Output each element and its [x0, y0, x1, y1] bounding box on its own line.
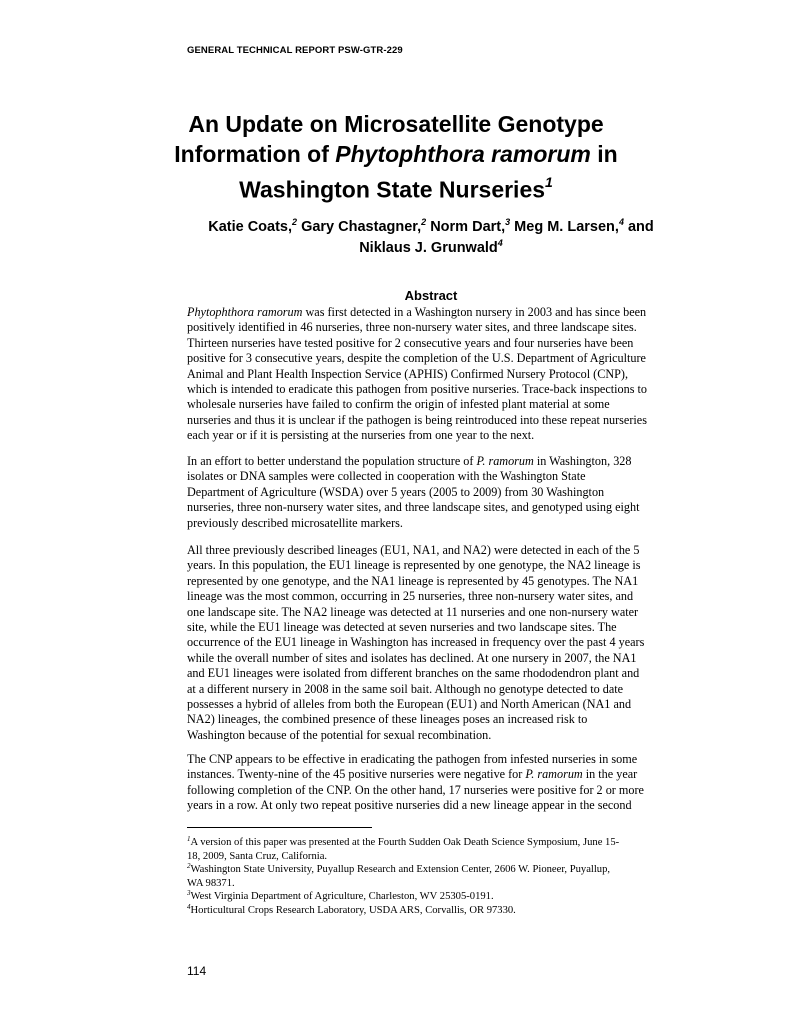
text-line: positively identified in 46 nurseries, three non-nursery water sites, and three landscape sites.	[187, 320, 637, 335]
text-line: Washington because of the potential for sexual recombination.	[187, 727, 492, 742]
species-name: Phytophthora ramorum	[187, 305, 303, 319]
author-line-1	[150, 217, 712, 238]
footnote-text: West Virginia Department of Agriculture, Charleston, WV 25305-0191.	[190, 891, 494, 902]
affiliation-marker: 4	[497, 238, 503, 248]
text-line	[187, 454, 687, 469]
text-line: NA2) lineages, the combined presence of these lineages poses an increased risk to	[187, 712, 588, 727]
text-line: years in a row. At only two repeat positive nurseries did a new lineage appear in the second	[187, 798, 632, 813]
footnote-text: A version of this paper was presented at the Fourth Sudden Oak Death Science Symposium, June 15-	[190, 837, 620, 848]
footnote-marker: 4	[187, 903, 191, 911]
footnote-text: Horticultural Crops Research Laboratory, USDA ARS, Corvallis, OR 97330.	[190, 905, 516, 916]
abstract-paragraph-4	[187, 752, 687, 814]
text-line: lineage was the most common, occurring in 25 nurseries, three non-nursery water sites, and	[187, 589, 634, 604]
affiliation-marker: 2	[421, 217, 427, 227]
author-name: Meg M. Larsen,	[510, 219, 619, 235]
footnote-divider	[187, 827, 372, 828]
author-conjunction: and	[623, 219, 654, 235]
paper-title	[150, 109, 642, 205]
text-line: one landscape site. The NA2 lineage was detected at 11 nurseries and one non-nursery water	[187, 604, 639, 619]
affiliation-marker: 2	[292, 217, 298, 227]
text-line: Department of Agriculture (WSDA) over 5 years (2005 to 2009) from 30 Washington	[187, 484, 605, 499]
species-name: Phytophthora ramorum	[335, 141, 591, 167]
author-name: Katie Coats,	[208, 219, 293, 235]
title-line-3	[150, 169, 642, 205]
page-number: 114	[187, 964, 207, 978]
text-line: nurseries, three non-nursery water sites, and three landscape sites, and genotyped using eight	[187, 500, 640, 515]
footnote-line: WA 98371.	[187, 877, 235, 889]
text-line: site, while the EU1 lineage was detected at seven nurseries and two landscape sites. The	[187, 620, 617, 635]
abstract-heading: Abstract	[404, 288, 458, 303]
text-line: Animal and Plant Health Inspection Service (APHIS) Confirmed Nursery Protocol (CNP),	[187, 366, 629, 381]
running-header: GENERAL TECHNICAL REPORT PSW-GTR-229	[187, 45, 403, 56]
text-line: Thirteen nurseries have tested positive for 2 consecutive years and four nurseries have been	[187, 335, 634, 350]
text-span: in Washington, 328	[533, 454, 632, 468]
text-line: and EU1 lineages were isolated from different branches on the same rhododendron plant and	[187, 666, 640, 681]
footnote-marker: 2	[187, 862, 191, 870]
footnote-line	[187, 890, 687, 904]
text-span: in the year	[582, 767, 638, 782]
species-name: P. ramorum	[525, 767, 583, 782]
text-line: following completion of the CNP. On the other hand, 17 nurseries were positive for 2 or more	[187, 782, 644, 797]
footnote-marker: 3	[187, 889, 191, 897]
text-line: represented by one genotype, and the NA1 lineage is represented by 45 genotypes. The NA1	[187, 573, 639, 588]
text-line: wholesale nurseries have failed to confirm the origin of infested plant material at some	[187, 397, 610, 412]
title-text: Information of	[174, 141, 336, 167]
footnote-4	[187, 904, 687, 918]
text-line: All three previously described lineages (EU1, NA1, and NA2) were detected in each of the 5	[187, 543, 640, 557]
author-name: Gary Chastagner,	[297, 219, 422, 235]
footnote-marker: 1	[187, 835, 191, 843]
text-line	[187, 305, 687, 320]
species-name: P. ramorum	[476, 454, 534, 468]
title-text: in	[590, 141, 618, 167]
text-line: possesses a hybrid of alleles from both the European (EU1) and North American (NA1 and	[187, 697, 632, 712]
footnote-text: Washington State University, Puyallup Research and Extension Center, 2606 W. Pioneer, Puyallup,	[190, 864, 611, 875]
text-span: In an effort to better understand the population structure of	[187, 454, 477, 468]
text-line	[187, 767, 687, 782]
text-line: nurseries and thus it is unclear if the pathogen is being reintroduced into these repeat nurseries	[187, 412, 647, 427]
footnote-marker: 1	[545, 174, 553, 190]
abstract-paragraph-3	[187, 543, 687, 743]
affiliation-marker: 3	[505, 217, 511, 227]
author-line-2	[150, 238, 712, 259]
text-line: isolates or DNA samples were collected in cooperation with the Washington State	[187, 469, 586, 484]
footnote-2	[187, 863, 687, 890]
title-line-1: An Update on Microsatellite Genotype	[188, 111, 604, 137]
author-name: Niklaus J. Grunwald	[359, 240, 498, 256]
abstract-paragraph-1	[187, 305, 687, 444]
text-line: previously described microsatellite markers.	[187, 515, 403, 530]
author-list	[150, 217, 712, 259]
footnote-line: 18, 2009, Santa Cruz, California.	[187, 850, 328, 862]
text-line: occurrence of the EU1 lineage in Washington has increased in frequency over the past 4 years	[187, 635, 645, 650]
footnote-1	[187, 836, 687, 863]
text-line: each year or if it is persisting at the nurseries from one year to the next.	[187, 428, 535, 443]
abstract-paragraph-2	[187, 454, 687, 531]
text-line: positive for 3 consecutive years, despite the completion of the U.S. Department of Agriculture	[187, 351, 646, 366]
footnote-line	[187, 863, 687, 877]
text-line: which is intended to eradicate this pathogen from positive nurseries. Trace-back inspections to	[187, 382, 647, 397]
text-line: years. In this population, the EU1 lineage is represented by one genotype, the NA2 lineage is	[187, 558, 641, 573]
title-text: Washington State Nurseries	[239, 176, 546, 203]
text-line: while the overall number of sites and isolates has declined. At one nursery in 2007, the NA1	[187, 650, 637, 665]
title-line-2	[150, 139, 642, 169]
author-name: Norm Dart,	[426, 219, 506, 235]
text-line: The CNP appears to be effective in eradicating the pathogen from infested nurseries in some	[187, 752, 638, 766]
footnote-line	[187, 836, 687, 850]
affiliation-marker: 4	[618, 217, 624, 227]
text-span: instances. Twenty-nine of the 45 positive nurseries were negative for	[187, 767, 526, 782]
footnote-3	[187, 890, 687, 904]
footnote-line	[187, 904, 687, 918]
text-span: was first detected in a Washington nursery in 2003 and has since been	[302, 305, 647, 319]
text-line: at a different nursery in 2008 in the same soil bait. Although no genotype detected to date	[187, 681, 624, 696]
